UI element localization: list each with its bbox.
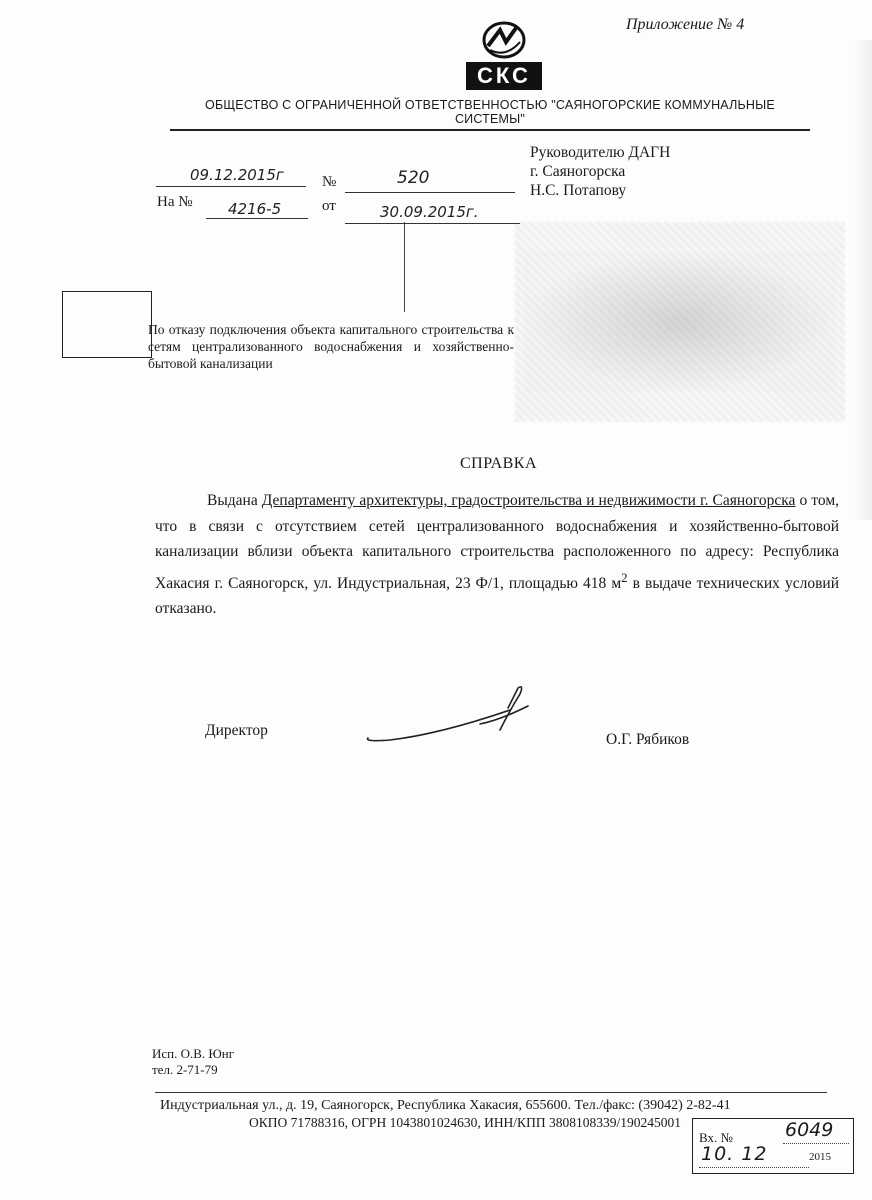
scan-edge-shadow — [852, 40, 872, 520]
area-unit-superscript: 2 — [621, 569, 628, 585]
reference-date: 30.09.2015г. — [380, 203, 479, 221]
reference-label: На № — [157, 194, 193, 210]
fold-line — [404, 222, 405, 312]
footer-divider — [155, 1092, 827, 1093]
recipient-line-1: Руководителю ДАГН — [530, 144, 671, 161]
recipient-line-3: Н.С. Потапову — [530, 182, 627, 199]
issued-label: Выдана — [207, 492, 258, 509]
outgoing-number: 520 — [397, 168, 430, 188]
date-underline — [156, 186, 306, 187]
director-title: Директор — [205, 722, 268, 739]
reference-number: 4216-5 — [228, 200, 282, 218]
registration-date: 10. 12 — [701, 1143, 768, 1165]
reference-date-underline — [345, 223, 520, 224]
from-label: от — [322, 198, 336, 214]
footer-codes: ОКПО 71788316, ОГРН 1043801024630, ИНН/КПП 3808108339/190245001 — [249, 1115, 681, 1130]
recipient-department: Департаменту архитектуры, градостроительства и недвижимости г. Саяногорска — [261, 492, 796, 509]
registration-stamp — [692, 1118, 854, 1174]
registration-label: Вх. № — [699, 1130, 733, 1145]
signer-name: О.Г. Рябиков — [606, 731, 690, 748]
document-title: СПРАВКА — [460, 455, 538, 472]
company-name: ОБЩЕСТВО С ОГРАНИЧЕННОЙ ОТВЕТСТВЕННОСТЬЮ "САЯНОГОРСКИЕ КОММУНАЛЬНЫЕ СИСТЕМЫ" — [170, 98, 810, 131]
body-text-part1: о том, что в связи с отсутствием сетей централизованного водоснабжения и хозяйственно-бытовой канализации вблизи объекта капитального строительства расположенного по адресу: Республика Хакасия г. Саяногорск, ул. Индустриальная, 23 Ф/1, площадью 418 м — [155, 492, 840, 592]
number-underline — [345, 192, 515, 193]
registration-year: 2015 — [809, 1151, 831, 1163]
executor-block — [152, 1046, 234, 1078]
logo-emblem-icon — [466, 20, 542, 62]
appendix-label: Приложение № 4 — [626, 16, 745, 33]
company-logo — [466, 20, 542, 94]
executor-phone: тел. 2-71-79 — [152, 1062, 218, 1077]
outgoing-date: 09.12.2015г — [190, 166, 284, 184]
reference-underline — [206, 218, 308, 219]
body-text-part2: в выдаче технических условий отказано. — [155, 574, 839, 618]
logo-text: СКС — [466, 62, 542, 90]
recipient-line-2: г. Саяногорска — [530, 163, 626, 180]
handwritten-signature — [360, 680, 540, 750]
empty-box — [62, 291, 152, 358]
document-body — [155, 488, 839, 622]
registration-number: 6049 — [785, 1119, 834, 1141]
recipient-block — [530, 143, 670, 200]
stamp-mark — [515, 222, 845, 422]
subject-line: По отказу подключения объекта капитального строительства к сетям централизованного водоснабжения и хозяйственно-бытовой канализации — [148, 322, 514, 371]
number-label: № — [322, 174, 337, 190]
footer-address: Индустриальная ул., д. 19, Саяногорск, Республика Хакасия, 655600. Тел./факс: (39042) 2-82-41 — [160, 1098, 731, 1113]
executor-name: Исп. О.В. Юнг — [152, 1046, 235, 1061]
